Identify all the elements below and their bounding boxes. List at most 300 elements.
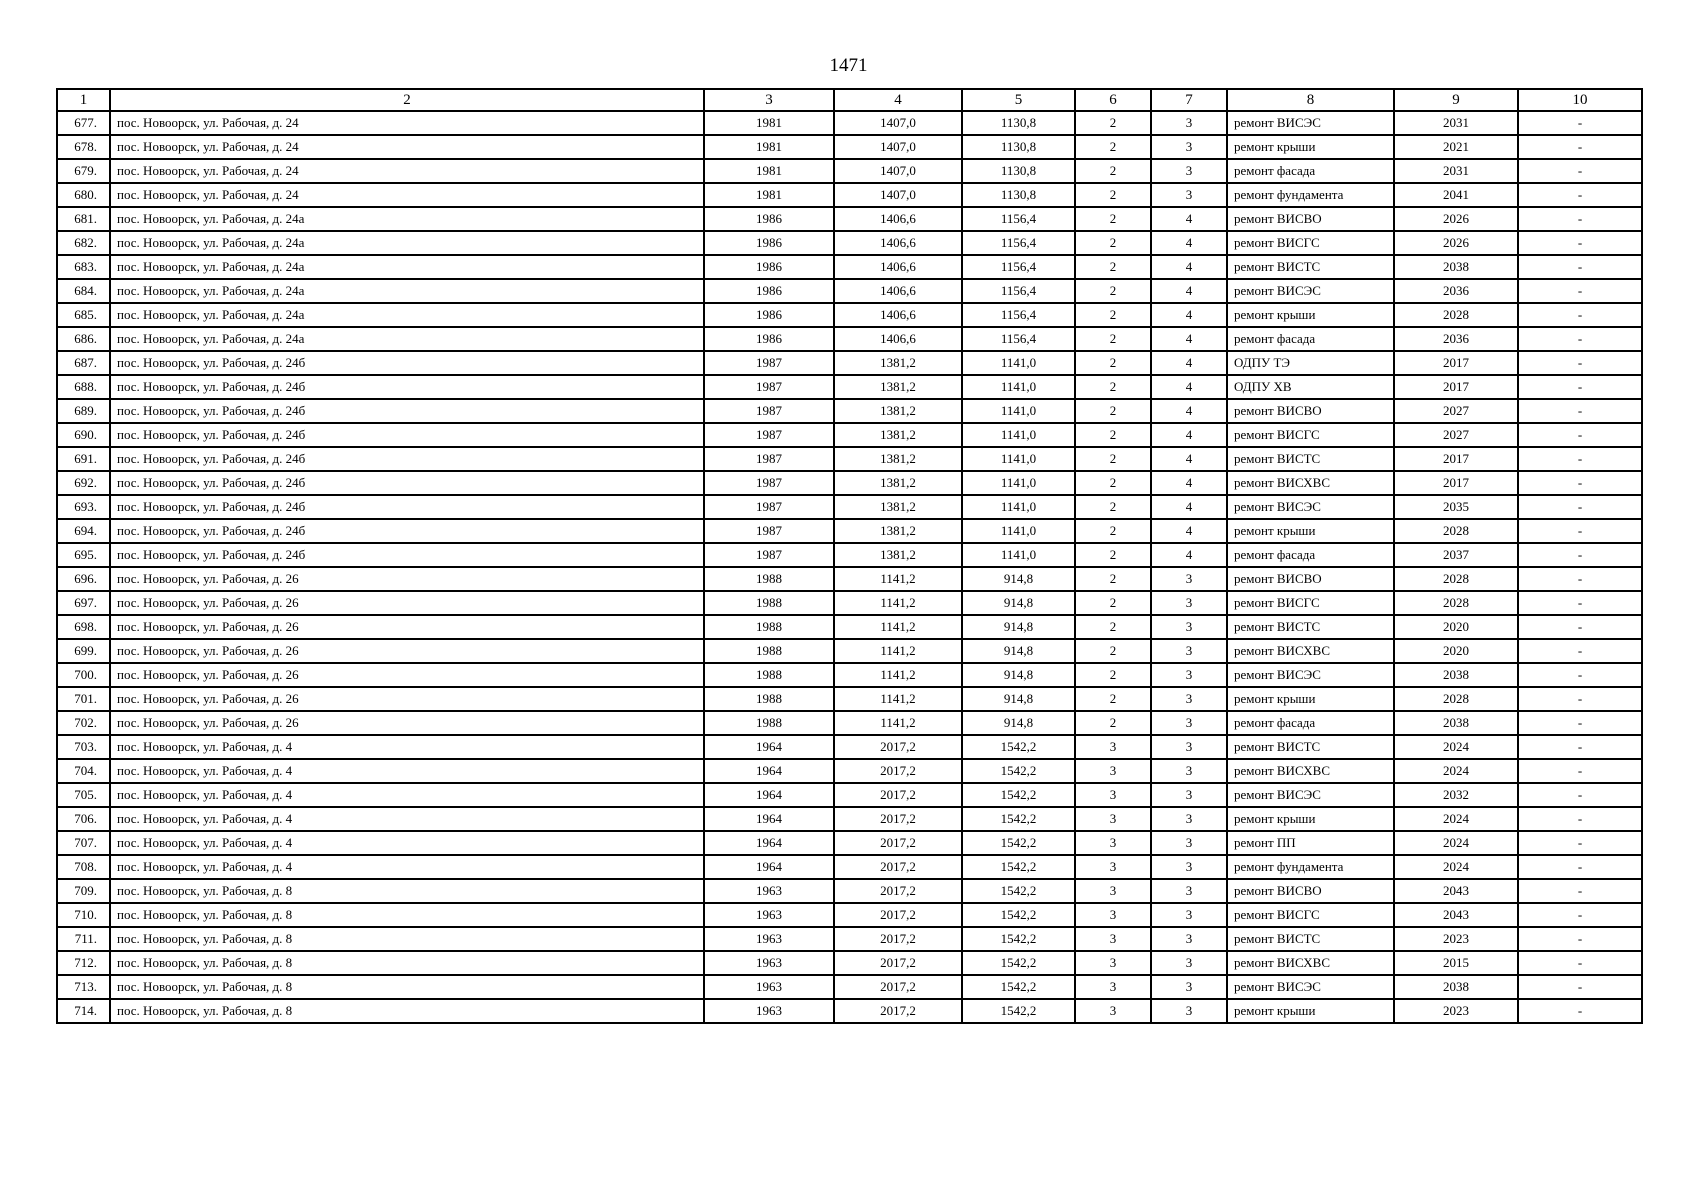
year-built-cell: 1981 — [704, 159, 834, 183]
floors-cell: 2 — [1075, 207, 1151, 231]
living-area-cell: 1542,2 — [962, 855, 1075, 879]
table-row — [57, 111, 1642, 135]
living-area-cell: 914,8 — [962, 711, 1075, 735]
table-row — [57, 759, 1642, 783]
note-cell: - — [1518, 471, 1642, 495]
entrances-cell: 3 — [1151, 687, 1227, 711]
entrances-cell: 3 — [1151, 111, 1227, 135]
floors-cell: 2 — [1075, 519, 1151, 543]
planned-year-cell: 2017 — [1394, 471, 1518, 495]
column-header: 5 — [962, 89, 1075, 111]
total-area-cell: 1407,0 — [834, 183, 962, 207]
planned-year-cell: 2028 — [1394, 303, 1518, 327]
row-number: 680. — [57, 183, 110, 207]
row-number: 705. — [57, 783, 110, 807]
living-area-cell: 1141,0 — [962, 447, 1075, 471]
note-cell: - — [1518, 351, 1642, 375]
entrances-cell: 4 — [1151, 471, 1227, 495]
column-header: 6 — [1075, 89, 1151, 111]
floors-cell: 2 — [1075, 567, 1151, 591]
work-type-cell: ремонт ВИСТС — [1227, 615, 1394, 639]
column-header: 7 — [1151, 89, 1227, 111]
total-area-cell: 2017,2 — [834, 999, 962, 1023]
note-cell: - — [1518, 591, 1642, 615]
row-number: 700. — [57, 663, 110, 687]
note-cell: - — [1518, 423, 1642, 447]
year-built-cell: 1963 — [704, 879, 834, 903]
note-cell: - — [1518, 519, 1642, 543]
year-built-cell: 1987 — [704, 519, 834, 543]
entrances-cell: 3 — [1151, 639, 1227, 663]
column-header: 9 — [1394, 89, 1518, 111]
year-built-cell: 1981 — [704, 135, 834, 159]
entrances-cell: 4 — [1151, 495, 1227, 519]
address-cell: пос. Новоорск, ул. Рабочая, д. 4 — [110, 831, 704, 855]
row-number: 708. — [57, 855, 110, 879]
work-type-cell: ремонт фасада — [1227, 159, 1394, 183]
floors-cell: 2 — [1075, 663, 1151, 687]
work-type-cell: ремонт ВИСТС — [1227, 255, 1394, 279]
floors-cell: 3 — [1075, 879, 1151, 903]
floors-cell: 2 — [1075, 159, 1151, 183]
living-area-cell: 1542,2 — [962, 759, 1075, 783]
row-number: 696. — [57, 567, 110, 591]
work-type-cell: ремонт ВИСЭС — [1227, 783, 1394, 807]
entrances-cell: 3 — [1151, 927, 1227, 951]
row-number: 702. — [57, 711, 110, 735]
total-area-cell: 1406,6 — [834, 207, 962, 231]
header-row — [57, 89, 1642, 111]
total-area-cell: 1141,2 — [834, 711, 962, 735]
address-cell: пос. Новоорск, ул. Рабочая, д. 24б — [110, 495, 704, 519]
year-built-cell: 1964 — [704, 759, 834, 783]
year-built-cell: 1986 — [704, 279, 834, 303]
entrances-cell: 3 — [1151, 975, 1227, 999]
entrances-cell: 4 — [1151, 327, 1227, 351]
floors-cell: 2 — [1075, 471, 1151, 495]
note-cell: - — [1518, 279, 1642, 303]
table-row — [57, 711, 1642, 735]
year-built-cell: 1963 — [704, 927, 834, 951]
table-row — [57, 255, 1642, 279]
floors-cell: 2 — [1075, 255, 1151, 279]
total-area-cell: 1141,2 — [834, 615, 962, 639]
address-cell: пос. Новоорск, ул. Рабочая, д. 24а — [110, 303, 704, 327]
row-number: 692. — [57, 471, 110, 495]
row-number: 683. — [57, 255, 110, 279]
floors-cell: 2 — [1075, 639, 1151, 663]
table-row — [57, 615, 1642, 639]
note-cell: - — [1518, 207, 1642, 231]
planned-year-cell: 2024 — [1394, 735, 1518, 759]
note-cell: - — [1518, 543, 1642, 567]
floors-cell: 3 — [1075, 975, 1151, 999]
table-row — [57, 879, 1642, 903]
planned-year-cell: 2015 — [1394, 951, 1518, 975]
entrances-cell: 3 — [1151, 903, 1227, 927]
note-cell: - — [1518, 879, 1642, 903]
total-area-cell: 1407,0 — [834, 111, 962, 135]
row-number: 707. — [57, 831, 110, 855]
work-type-cell: ремонт ВИСВО — [1227, 399, 1394, 423]
row-number: 698. — [57, 615, 110, 639]
column-header: 8 — [1227, 89, 1394, 111]
year-built-cell: 1988 — [704, 711, 834, 735]
work-type-cell: ремонт крыши — [1227, 807, 1394, 831]
note-cell: - — [1518, 975, 1642, 999]
note-cell: - — [1518, 183, 1642, 207]
floors-cell: 3 — [1075, 951, 1151, 975]
row-number: 686. — [57, 327, 110, 351]
work-type-cell: ремонт ВИСТС — [1227, 927, 1394, 951]
work-type-cell: ремонт фасада — [1227, 543, 1394, 567]
address-cell: пос. Новоорск, ул. Рабочая, д. 24б — [110, 543, 704, 567]
note-cell: - — [1518, 711, 1642, 735]
planned-year-cell: 2017 — [1394, 447, 1518, 471]
year-built-cell: 1963 — [704, 951, 834, 975]
year-built-cell: 1986 — [704, 207, 834, 231]
table-row — [57, 159, 1642, 183]
living-area-cell: 1141,0 — [962, 423, 1075, 447]
note-cell: - — [1518, 759, 1642, 783]
table-row — [57, 591, 1642, 615]
floors-cell: 3 — [1075, 999, 1151, 1023]
living-area-cell: 1141,0 — [962, 471, 1075, 495]
living-area-cell: 1156,4 — [962, 207, 1075, 231]
living-area-cell: 1141,0 — [962, 495, 1075, 519]
address-cell: пос. Новоорск, ул. Рабочая, д. 8 — [110, 903, 704, 927]
floors-cell: 2 — [1075, 399, 1151, 423]
work-type-cell: ремонт ВИСВО — [1227, 567, 1394, 591]
work-type-cell: ремонт фасада — [1227, 711, 1394, 735]
total-area-cell: 1406,6 — [834, 231, 962, 255]
year-built-cell: 1963 — [704, 903, 834, 927]
entrances-cell: 3 — [1151, 567, 1227, 591]
total-area-cell: 1141,2 — [834, 567, 962, 591]
entrances-cell: 4 — [1151, 303, 1227, 327]
year-built-cell: 1988 — [704, 567, 834, 591]
living-area-cell: 1156,4 — [962, 303, 1075, 327]
column-header: 3 — [704, 89, 834, 111]
floors-cell: 2 — [1075, 231, 1151, 255]
address-cell: пос. Новоорск, ул. Рабочая, д. 4 — [110, 759, 704, 783]
work-type-cell: ремонт фасада — [1227, 327, 1394, 351]
table-row — [57, 471, 1642, 495]
total-area-cell: 2017,2 — [834, 975, 962, 999]
living-area-cell: 1542,2 — [962, 831, 1075, 855]
table-row — [57, 927, 1642, 951]
work-type-cell: ремонт фундамента — [1227, 183, 1394, 207]
total-area-cell: 2017,2 — [834, 879, 962, 903]
living-area-cell: 914,8 — [962, 639, 1075, 663]
floors-cell: 2 — [1075, 423, 1151, 447]
total-area-cell: 1406,6 — [834, 327, 962, 351]
address-cell: пос. Новоорск, ул. Рабочая, д. 24б — [110, 399, 704, 423]
year-built-cell: 1986 — [704, 303, 834, 327]
address-cell: пос. Новоорск, ул. Рабочая, д. 24 — [110, 159, 704, 183]
planned-year-cell: 2043 — [1394, 879, 1518, 903]
note-cell: - — [1518, 255, 1642, 279]
address-cell: пос. Новоорск, ул. Рабочая, д. 8 — [110, 879, 704, 903]
year-built-cell: 1981 — [704, 183, 834, 207]
planned-year-cell: 2027 — [1394, 399, 1518, 423]
total-area-cell: 1381,2 — [834, 543, 962, 567]
floors-cell: 3 — [1075, 807, 1151, 831]
row-number: 677. — [57, 111, 110, 135]
planned-year-cell: 2017 — [1394, 375, 1518, 399]
total-area-cell: 1141,2 — [834, 687, 962, 711]
work-type-cell: ремонт крыши — [1227, 135, 1394, 159]
work-type-cell: ремонт ВИСВО — [1227, 879, 1394, 903]
note-cell: - — [1518, 687, 1642, 711]
address-cell: пос. Новоорск, ул. Рабочая, д. 24 — [110, 183, 704, 207]
table-row — [57, 207, 1642, 231]
planned-year-cell: 2028 — [1394, 567, 1518, 591]
entrances-cell: 3 — [1151, 759, 1227, 783]
total-area-cell: 1141,2 — [834, 663, 962, 687]
living-area-cell: 914,8 — [962, 591, 1075, 615]
year-built-cell: 1964 — [704, 735, 834, 759]
table-row — [57, 903, 1642, 927]
note-cell: - — [1518, 447, 1642, 471]
year-built-cell: 1964 — [704, 783, 834, 807]
living-area-cell: 1542,2 — [962, 927, 1075, 951]
note-cell: - — [1518, 231, 1642, 255]
planned-year-cell: 2035 — [1394, 495, 1518, 519]
table-row — [57, 423, 1642, 447]
year-built-cell: 1987 — [704, 351, 834, 375]
living-area-cell: 1141,0 — [962, 375, 1075, 399]
entrances-cell: 3 — [1151, 831, 1227, 855]
floors-cell: 3 — [1075, 927, 1151, 951]
floors-cell: 2 — [1075, 327, 1151, 351]
address-cell: пос. Новоорск, ул. Рабочая, д. 26 — [110, 567, 704, 591]
year-built-cell: 1988 — [704, 615, 834, 639]
row-number: 703. — [57, 735, 110, 759]
table-row — [57, 183, 1642, 207]
entrances-cell: 3 — [1151, 183, 1227, 207]
work-type-cell: ОДПУ ХВ — [1227, 375, 1394, 399]
planned-year-cell: 2028 — [1394, 591, 1518, 615]
entrances-cell: 4 — [1151, 351, 1227, 375]
living-area-cell: 1130,8 — [962, 159, 1075, 183]
note-cell: - — [1518, 399, 1642, 423]
work-type-cell: ремонт ВИСЭС — [1227, 111, 1394, 135]
work-type-cell: ремонт ВИСХВС — [1227, 759, 1394, 783]
living-area-cell: 1542,2 — [962, 903, 1075, 927]
column-header: 10 — [1518, 89, 1642, 111]
entrances-cell: 3 — [1151, 783, 1227, 807]
year-built-cell: 1964 — [704, 807, 834, 831]
entrances-cell: 4 — [1151, 519, 1227, 543]
note-cell: - — [1518, 831, 1642, 855]
living-area-cell: 1542,2 — [962, 807, 1075, 831]
table-row — [57, 735, 1642, 759]
note-cell: - — [1518, 807, 1642, 831]
address-cell: пос. Новоорск, ул. Рабочая, д. 8 — [110, 975, 704, 999]
table-row — [57, 375, 1642, 399]
row-number: 711. — [57, 927, 110, 951]
living-area-cell: 1156,4 — [962, 231, 1075, 255]
note-cell: - — [1518, 615, 1642, 639]
planned-year-cell: 2032 — [1394, 783, 1518, 807]
year-built-cell: 1963 — [704, 999, 834, 1023]
note-cell: - — [1518, 903, 1642, 927]
work-type-cell: ремонт ВИСХВС — [1227, 471, 1394, 495]
table-row — [57, 495, 1642, 519]
floors-cell: 3 — [1075, 735, 1151, 759]
address-cell: пос. Новоорск, ул. Рабочая, д. 24 — [110, 111, 704, 135]
housing-repair-table — [56, 88, 1643, 1024]
address-cell: пос. Новоорск, ул. Рабочая, д. 24б — [110, 447, 704, 471]
entrances-cell: 4 — [1151, 399, 1227, 423]
table-row — [57, 399, 1642, 423]
planned-year-cell: 2038 — [1394, 975, 1518, 999]
address-cell: пос. Новоорск, ул. Рабочая, д. 24б — [110, 423, 704, 447]
living-area-cell: 1130,8 — [962, 111, 1075, 135]
entrances-cell: 3 — [1151, 951, 1227, 975]
row-number: 690. — [57, 423, 110, 447]
work-type-cell: ОДПУ ТЭ — [1227, 351, 1394, 375]
row-number: 712. — [57, 951, 110, 975]
floors-cell: 3 — [1075, 855, 1151, 879]
table-row — [57, 447, 1642, 471]
floors-cell: 2 — [1075, 111, 1151, 135]
floors-cell: 2 — [1075, 303, 1151, 327]
year-built-cell: 1988 — [704, 687, 834, 711]
work-type-cell: ремонт ПП — [1227, 831, 1394, 855]
planned-year-cell: 2038 — [1394, 255, 1518, 279]
work-type-cell: ремонт крыши — [1227, 303, 1394, 327]
work-type-cell: ремонт ВИСВО — [1227, 207, 1394, 231]
address-cell: пос. Новоорск, ул. Рабочая, д. 4 — [110, 807, 704, 831]
note-cell: - — [1518, 999, 1642, 1023]
row-number: 714. — [57, 999, 110, 1023]
column-header: 2 — [110, 89, 704, 111]
row-number: 706. — [57, 807, 110, 831]
total-area-cell: 1407,0 — [834, 159, 962, 183]
address-cell: пос. Новоорск, ул. Рабочая, д. 24б — [110, 519, 704, 543]
year-built-cell: 1981 — [704, 111, 834, 135]
living-area-cell: 1542,2 — [962, 735, 1075, 759]
address-cell: пос. Новоорск, ул. Рабочая, д. 26 — [110, 663, 704, 687]
living-area-cell: 1141,0 — [962, 399, 1075, 423]
column-header: 1 — [57, 89, 110, 111]
total-area-cell: 1381,2 — [834, 495, 962, 519]
address-cell: пос. Новоорск, ул. Рабочая, д. 24 — [110, 135, 704, 159]
living-area-cell: 1156,4 — [962, 279, 1075, 303]
planned-year-cell: 2038 — [1394, 663, 1518, 687]
living-area-cell: 914,8 — [962, 663, 1075, 687]
note-cell: - — [1518, 567, 1642, 591]
total-area-cell: 1141,2 — [834, 591, 962, 615]
table-row — [57, 231, 1642, 255]
note-cell: - — [1518, 159, 1642, 183]
year-built-cell: 1988 — [704, 663, 834, 687]
entrances-cell: 3 — [1151, 711, 1227, 735]
work-type-cell: ремонт ВИСГС — [1227, 591, 1394, 615]
table-row — [57, 951, 1642, 975]
floors-cell: 3 — [1075, 903, 1151, 927]
column-header: 4 — [834, 89, 962, 111]
table-row — [57, 567, 1642, 591]
table-row — [57, 663, 1642, 687]
row-number: 685. — [57, 303, 110, 327]
work-type-cell: ремонт ВИСГС — [1227, 423, 1394, 447]
entrances-cell: 4 — [1151, 447, 1227, 471]
planned-year-cell: 2031 — [1394, 159, 1518, 183]
note-cell: - — [1518, 135, 1642, 159]
total-area-cell: 2017,2 — [834, 903, 962, 927]
year-built-cell: 1987 — [704, 399, 834, 423]
floors-cell: 2 — [1075, 687, 1151, 711]
planned-year-cell: 2024 — [1394, 807, 1518, 831]
entrances-cell: 4 — [1151, 375, 1227, 399]
address-cell: пос. Новоорск, ул. Рабочая, д. 26 — [110, 639, 704, 663]
note-cell: - — [1518, 327, 1642, 351]
floors-cell: 2 — [1075, 135, 1151, 159]
work-type-cell: ремонт ВИСХВС — [1227, 951, 1394, 975]
entrances-cell: 3 — [1151, 663, 1227, 687]
floors-cell: 2 — [1075, 447, 1151, 471]
address-cell: пос. Новоорск, ул. Рабочая, д. 8 — [110, 927, 704, 951]
planned-year-cell: 2020 — [1394, 615, 1518, 639]
entrances-cell: 3 — [1151, 807, 1227, 831]
work-type-cell: ремонт ВИСЭС — [1227, 495, 1394, 519]
row-number: 695. — [57, 543, 110, 567]
entrances-cell: 3 — [1151, 159, 1227, 183]
total-area-cell: 1381,2 — [834, 519, 962, 543]
table-row — [57, 831, 1642, 855]
entrances-cell: 3 — [1151, 615, 1227, 639]
year-built-cell: 1987 — [704, 375, 834, 399]
total-area-cell: 1381,2 — [834, 375, 962, 399]
row-number: 691. — [57, 447, 110, 471]
floors-cell: 2 — [1075, 183, 1151, 207]
work-type-cell: ремонт ВИСЭС — [1227, 279, 1394, 303]
year-built-cell: 1963 — [704, 975, 834, 999]
planned-year-cell: 2023 — [1394, 999, 1518, 1023]
row-number: 689. — [57, 399, 110, 423]
entrances-cell: 3 — [1151, 855, 1227, 879]
year-built-cell: 1986 — [704, 327, 834, 351]
planned-year-cell: 2026 — [1394, 207, 1518, 231]
year-built-cell: 1987 — [704, 543, 834, 567]
living-area-cell: 1156,4 — [962, 255, 1075, 279]
planned-year-cell: 2024 — [1394, 831, 1518, 855]
floors-cell: 2 — [1075, 351, 1151, 375]
entrances-cell: 4 — [1151, 255, 1227, 279]
planned-year-cell: 2020 — [1394, 639, 1518, 663]
row-number: 704. — [57, 759, 110, 783]
entrances-cell: 4 — [1151, 231, 1227, 255]
row-number: 697. — [57, 591, 110, 615]
living-area-cell: 1542,2 — [962, 783, 1075, 807]
entrances-cell: 4 — [1151, 207, 1227, 231]
floors-cell: 2 — [1075, 615, 1151, 639]
planned-year-cell: 2036 — [1394, 327, 1518, 351]
row-number: 694. — [57, 519, 110, 543]
row-number: 710. — [57, 903, 110, 927]
table-row — [57, 639, 1642, 663]
row-number: 681. — [57, 207, 110, 231]
address-cell: пос. Новоорск, ул. Рабочая, д. 24а — [110, 279, 704, 303]
total-area-cell: 1406,6 — [834, 303, 962, 327]
table-row — [57, 543, 1642, 567]
planned-year-cell: 2028 — [1394, 519, 1518, 543]
note-cell: - — [1518, 639, 1642, 663]
year-built-cell: 1988 — [704, 591, 834, 615]
